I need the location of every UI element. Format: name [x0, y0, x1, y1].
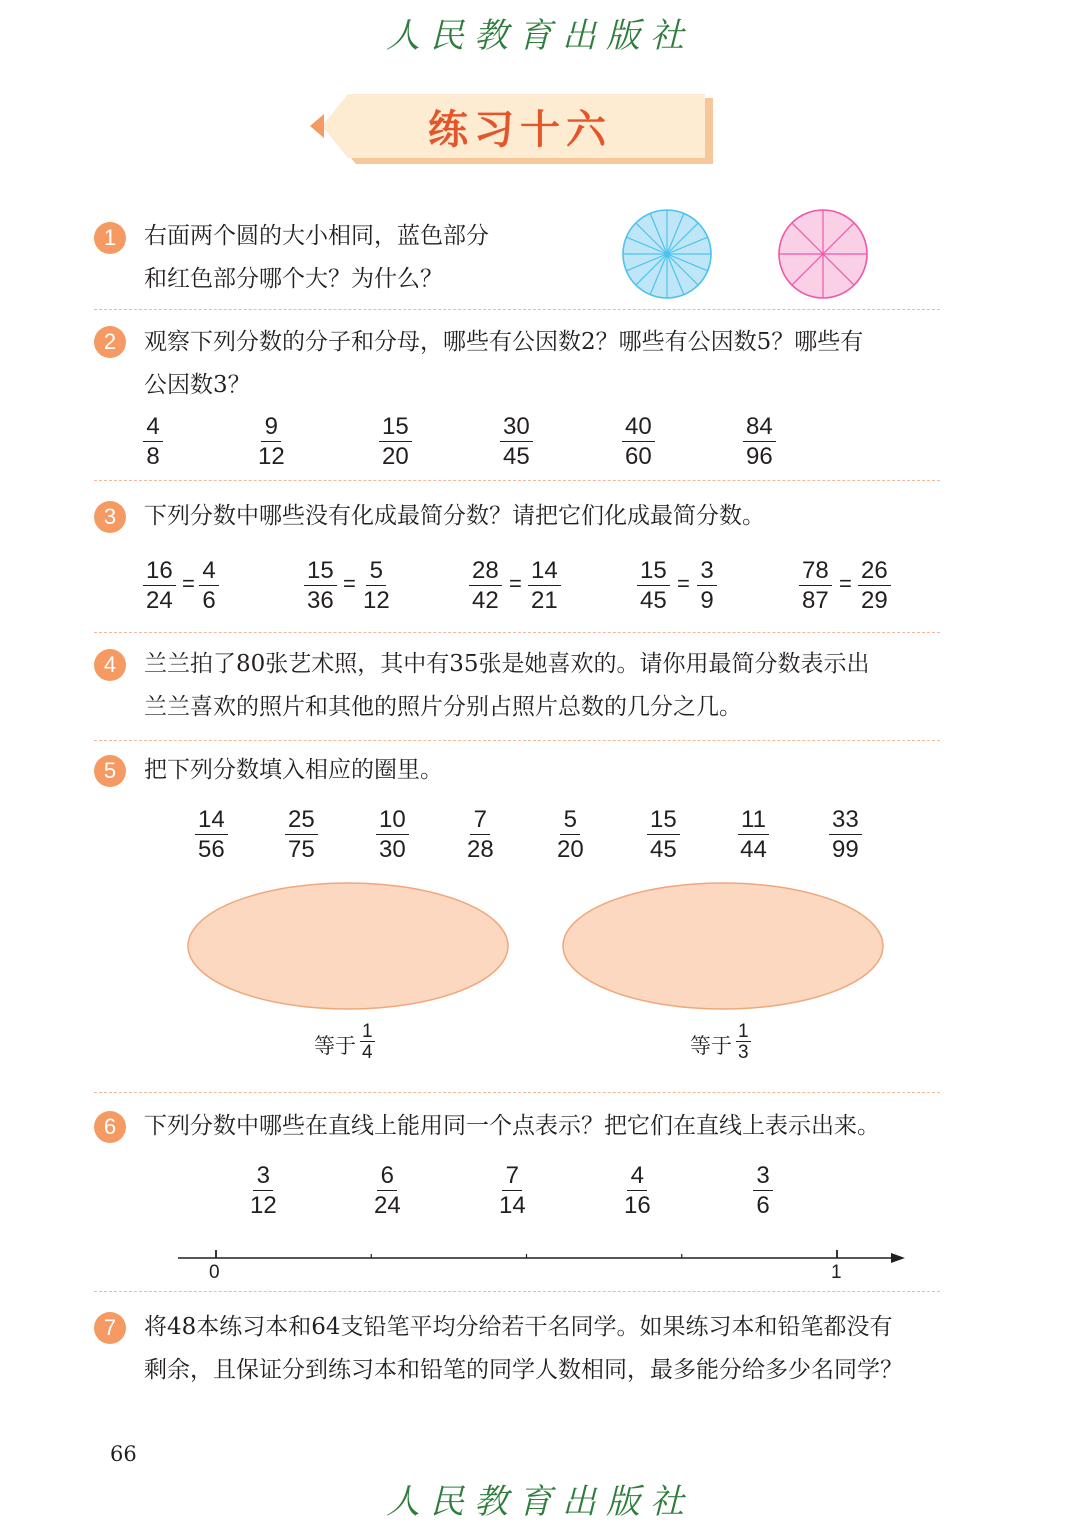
fraction: $\frac{25}{75}$ — [285, 806, 318, 863]
oval-label-right: 等于 — [690, 1034, 732, 1058]
equals-sign: = — [182, 571, 195, 596]
problem-4-line-1: 兰兰拍了80张艺术照，其中有35张是她喜欢的。请你用最简分数表示出 — [144, 651, 870, 677]
pink-circle-divided — [774, 205, 872, 303]
fraction: $\frac{14}{56}$ — [195, 806, 228, 863]
separator — [94, 632, 940, 633]
fraction: $\frac{30}{45}$ — [500, 413, 533, 470]
fraction: $\frac{26}{29}$ — [858, 557, 891, 614]
fraction: $\frac{15}{36}$ — [304, 557, 337, 614]
fraction: $\frac{6}{24}$ — [374, 1162, 401, 1219]
fraction: $\frac{7}{28}$ — [467, 806, 494, 863]
fraction: $\frac{33}{99}$ — [829, 806, 862, 863]
oval-fraction-left: $\frac{1}{4}$ — [362, 1021, 373, 1063]
problem-number-1: 1 — [94, 222, 126, 254]
problem-number-7: 7 — [94, 1312, 126, 1344]
oval-label-left: 等于 — [314, 1034, 356, 1058]
problem-4-line-2: 兰兰喜欢的照片和其他的照片分别占照片总数的几分之几。 — [144, 694, 742, 720]
problem-2-line-2: 公因数3？ — [144, 372, 251, 398]
problem-number-6: 6 — [94, 1111, 126, 1143]
separator — [94, 1092, 940, 1093]
fraction: $\frac{15}{45}$ — [637, 557, 670, 614]
separator — [94, 740, 940, 741]
fraction: $\frac{78}{87}$ — [799, 557, 832, 614]
problem-number-3: 3 — [94, 501, 126, 533]
fraction: $\frac{40}{60}$ — [622, 413, 655, 470]
blue-circle-divided — [618, 205, 716, 303]
oval-right[interactable] — [560, 880, 886, 1012]
problem-1-line-1: 右面两个圆的大小相同，蓝色部分 — [144, 223, 489, 249]
separator — [94, 309, 940, 310]
number-line-label-1: 1 — [831, 1262, 842, 1283]
problem-number-5: 5 — [94, 755, 126, 787]
fraction: $\frac{11}{44}$ — [738, 806, 769, 863]
number-line-label-0: 0 — [209, 1262, 220, 1283]
fraction: $\frac{5}{20}$ — [557, 806, 584, 863]
problem-1-line-2: 和红色部分哪个大？为什么？ — [144, 266, 443, 292]
fraction: $\frac{3}{9}$ — [697, 557, 717, 614]
problem-number-4: 4 — [94, 649, 126, 681]
fraction: $\frac{3}{12}$ — [250, 1162, 277, 1219]
fraction: $\frac{7}{14}$ — [499, 1162, 526, 1219]
separator — [94, 480, 940, 481]
arrow-icon — [891, 1253, 905, 1263]
fraction: $\frac{3}{6}$ — [753, 1162, 773, 1219]
fraction: $\frac{15}{20}$ — [379, 413, 412, 470]
equals-sign: = — [677, 571, 690, 596]
oval-left[interactable] — [185, 880, 511, 1012]
publisher-header: 人民教育出版社 — [386, 16, 694, 56]
oval-fraction-right: $\frac{1}{3}$ — [738, 1021, 749, 1063]
fraction: $\frac{4}{6}$ — [199, 557, 219, 614]
problem-7-line-2: 剩余，且保证分到练习本和铅笔的同学人数相同，最多能分给多少名同学？ — [144, 1357, 903, 1383]
problem-7-line-1: 将48本练习本和64支铅笔平均分给若干名同学。如果练习本和铅笔都没有 — [144, 1314, 893, 1340]
problem-3-line-1: 下列分数中哪些没有化成最简分数？请把它们化成最简分数。 — [144, 503, 765, 529]
equals-sign: = — [509, 571, 522, 596]
fraction: $\frac{9}{12}$ — [258, 413, 285, 470]
fraction: $\frac{15}{45}$ — [647, 806, 680, 863]
fraction: $\frac{4}{8}$ — [143, 413, 163, 470]
number-line — [170, 1240, 915, 1285]
fraction: $\frac{5}{12}$ — [363, 557, 390, 614]
publisher-footer: 人民教育出版社 — [386, 1482, 694, 1522]
problem-6-line-1: 下列分数中哪些在直线上能用同一个点表示？把它们在直线上表示出来。 — [144, 1113, 880, 1139]
fraction: $\frac{16}{24}$ — [143, 557, 176, 614]
fraction: $\frac{4}{16}$ — [624, 1162, 651, 1219]
fraction: $\frac{28}{42}$ — [469, 557, 502, 614]
page-title: 练习十六 — [428, 106, 612, 153]
page-number: 66 — [110, 1442, 137, 1466]
equals-sign: = — [839, 571, 852, 596]
fraction: $\frac{84}{96}$ — [743, 413, 776, 470]
problem-5-line-1: 把下列分数填入相应的圈里。 — [144, 757, 443, 783]
equals-sign: = — [343, 571, 356, 596]
separator — [94, 1291, 940, 1292]
fraction: $\frac{14}{21}$ — [528, 557, 561, 614]
fraction: $\frac{10}{30}$ — [376, 806, 409, 863]
problem-number-2: 2 — [94, 326, 126, 358]
problem-2-line-1: 观察下列分数的分子和分母，哪些有公因数2？哪些有公因数5？哪些有 — [144, 329, 864, 355]
